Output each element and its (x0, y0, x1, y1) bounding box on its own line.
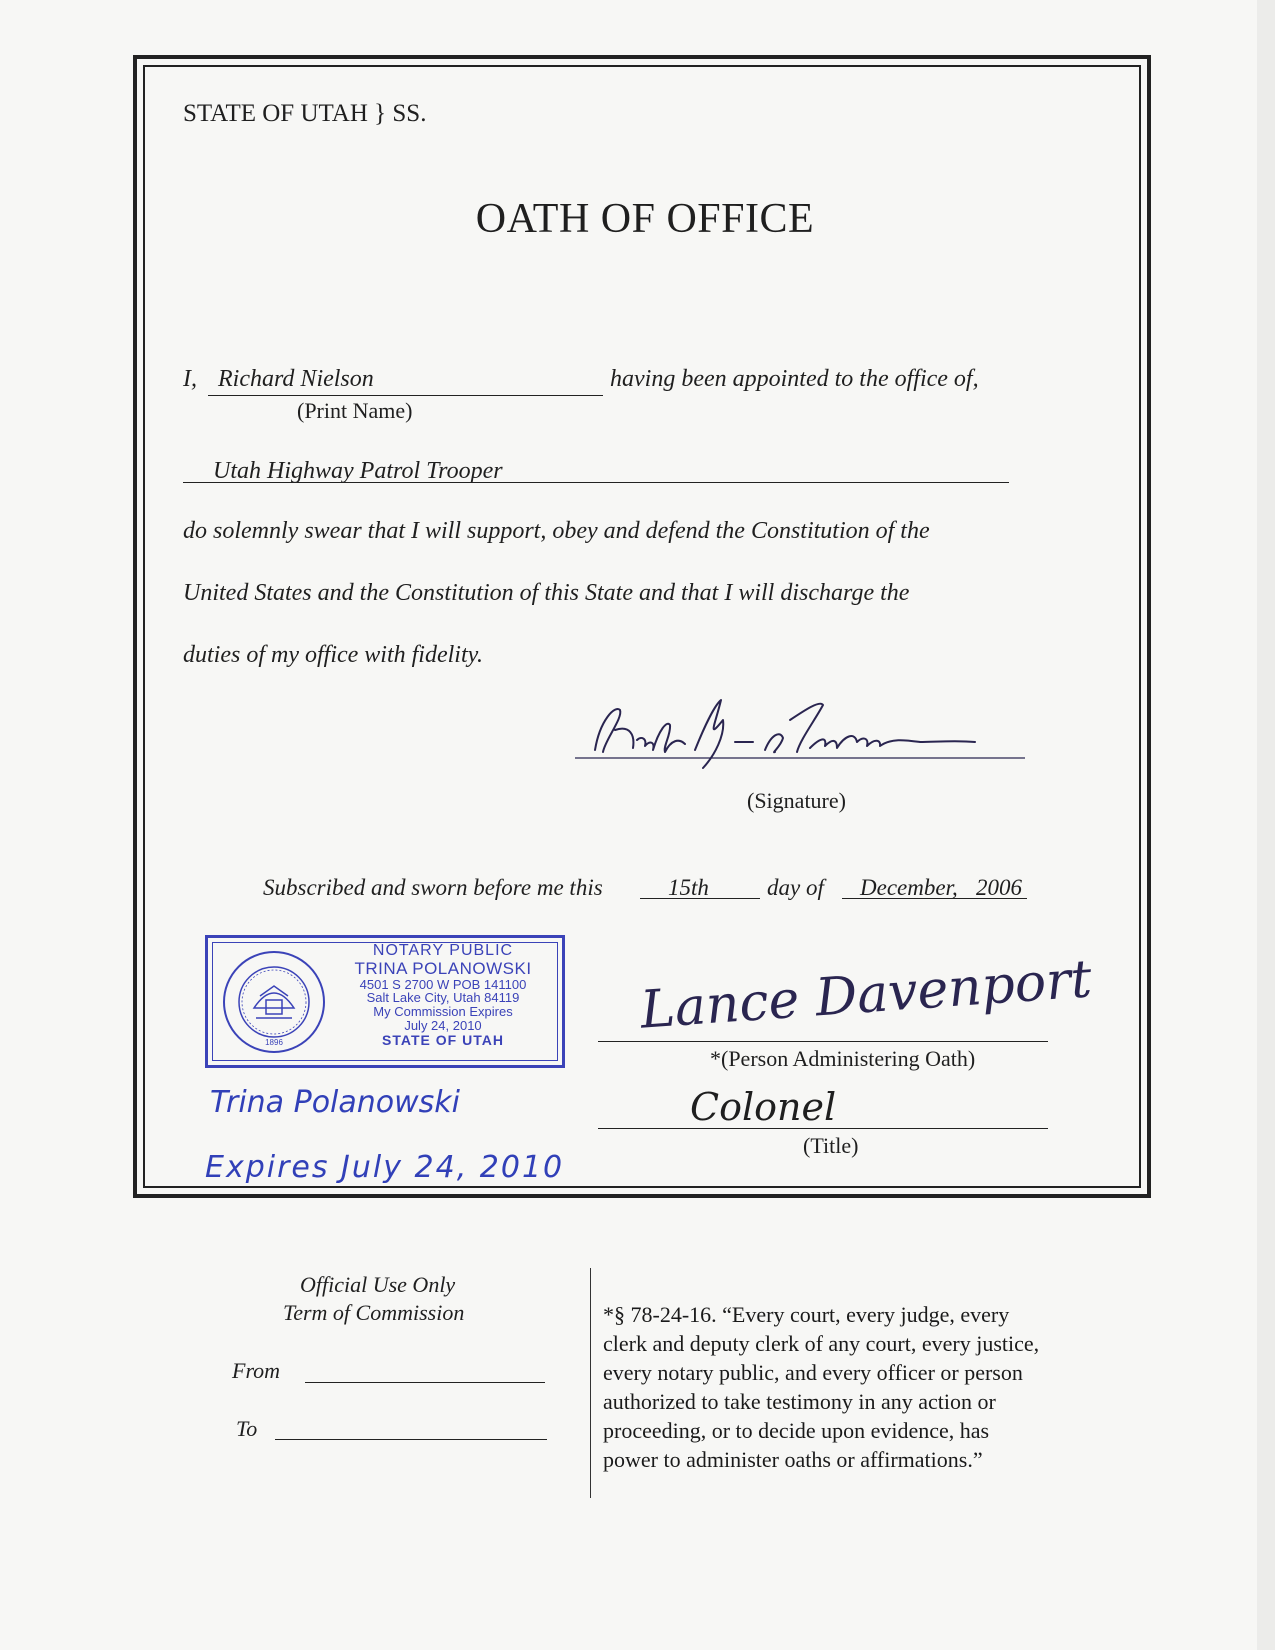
notary-stamp (205, 935, 565, 1068)
stamp-line-1: NOTARY PUBLIC (372, 942, 514, 959)
swear-line-2: United States and the Constitution of this State and that I will discharge the (183, 580, 910, 606)
seal-year: 1896 (265, 1038, 283, 1047)
stamp-line-7: STATE OF UTAH (382, 1032, 504, 1049)
title-label: (Title) (803, 1133, 859, 1158)
stamp-line-3: 4501 S 2700 W POB 141100 (359, 976, 527, 992)
official-use-heading: Official Use Only (300, 1272, 456, 1297)
administrator-signature: Lance Davenport (638, 949, 1094, 1041)
from-label: From (232, 1358, 281, 1383)
title-handwritten: Colonel (690, 1085, 837, 1129)
office-underline (183, 482, 1009, 483)
state-venue-heading: STATE OF UTAH } SS. (183, 100, 427, 127)
oath-prefix: I, (183, 366, 197, 392)
appointed-text: having been appointed to the office of, (610, 366, 979, 392)
subscribed-year: 2006 (976, 875, 1022, 900)
day-of-text: day of (767, 875, 824, 900)
stamp-line-2: TRINA POLANOWSKI (354, 958, 532, 978)
page-edge (1257, 0, 1275, 1650)
term-of-commission-heading: Term of Commission (283, 1300, 465, 1325)
oath-name-value: Richard Nielson (218, 366, 374, 392)
swear-line-3: duties of my office with fidelity. (183, 642, 483, 668)
title-underline (598, 1128, 1048, 1129)
statute-line: authorized to take testimony in any action or (603, 1389, 996, 1414)
document-title: OATH OF OFFICE (475, 196, 815, 242)
statute-text (603, 1300, 1123, 1474)
statute-line: power to administer oaths or affirmations.” (603, 1447, 983, 1472)
to-line (275, 1439, 547, 1440)
statute-line: clerk and deputy clerk of any court, every justice, (603, 1331, 1040, 1356)
stamp-line-5: My Commission Expires (373, 1003, 513, 1019)
from-line (305, 1382, 545, 1383)
notary-signature: Trina Polanowski (210, 1085, 461, 1120)
state-seal-icon (220, 948, 328, 1056)
swear-line-1: do solemnly swear that I will support, obey and defend the Constitution of the (183, 518, 930, 544)
administrator-label: *(Person Administering Oath) (710, 1046, 976, 1071)
official-use-divider (590, 1268, 591, 1498)
subscribed-text: Subscribed and sworn before me this (263, 875, 603, 900)
office-value: Utah Highway Patrol Trooper (213, 458, 503, 484)
stamp-line-6: July 24, 2010 (404, 1017, 482, 1033)
statute-line: *§ 78-24-16. “Every court, every judge, every (603, 1302, 1010, 1327)
name-underline (208, 395, 603, 396)
administrator-underline (598, 1041, 1048, 1042)
signature-label: (Signature) (747, 788, 846, 813)
stamp-line-4: Salt Lake City, Utah 84119 (366, 990, 520, 1006)
day-underline (640, 898, 760, 899)
to-label: To (236, 1416, 258, 1441)
subscribed-day: 15th (668, 875, 709, 900)
subscribed-month: December, (860, 875, 958, 900)
notary-expires-handwritten: Expires July 24, 2010 (205, 1150, 565, 1185)
oath-taker-signature (575, 680, 1025, 780)
statute-line: proceeding, or to decide upon evidence, has (603, 1418, 990, 1443)
print-name-label: (Print Name) (297, 398, 413, 423)
date-underline (842, 898, 1027, 899)
statute-line: every notary public, and every officer or person (603, 1360, 1023, 1385)
